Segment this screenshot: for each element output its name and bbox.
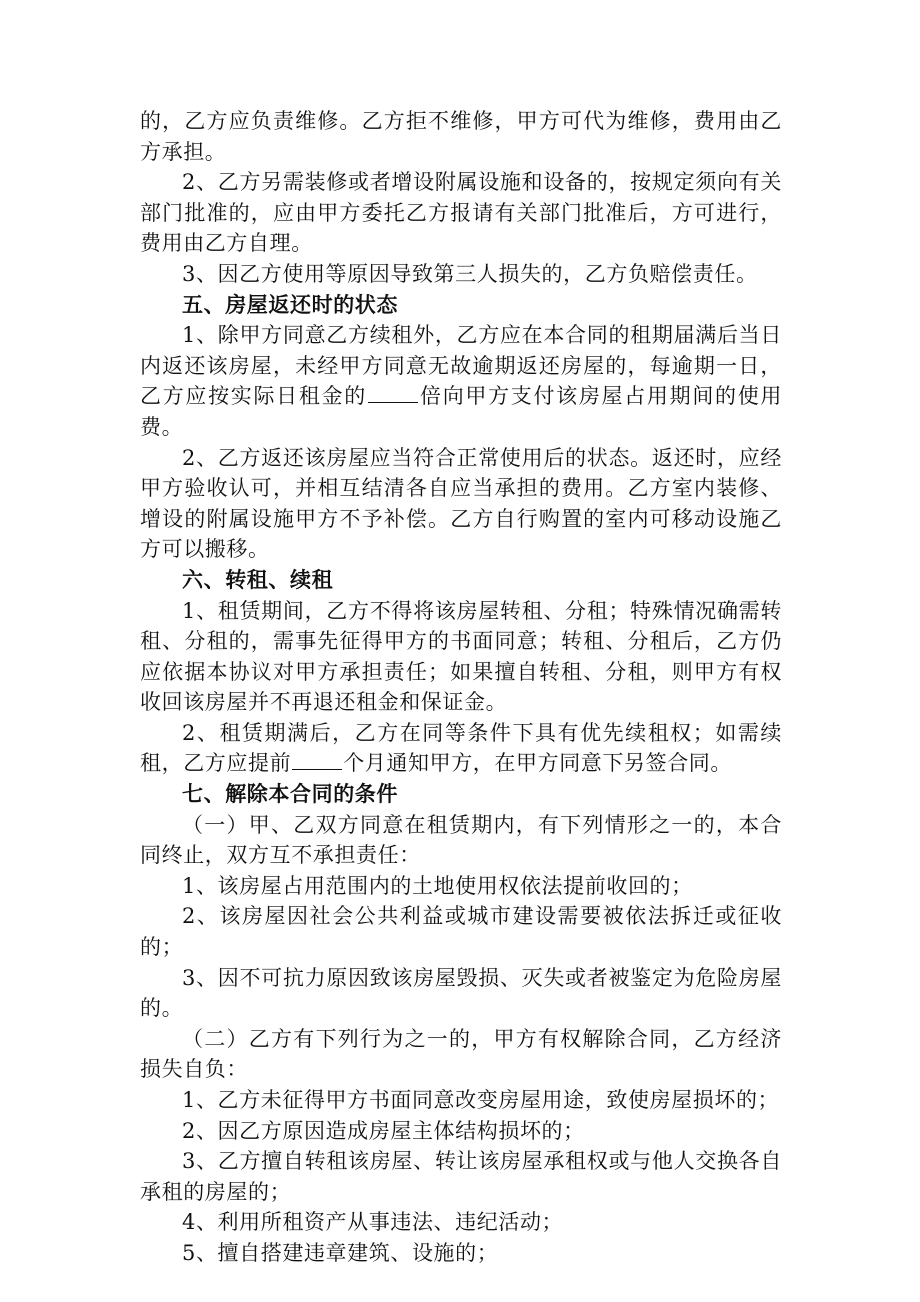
- list-item-illegal-activity: 4、利用所租资产从事违法、违纪活动；: [182, 1210, 564, 1235]
- renewal-text-a: 2、租赁期满后，乙方在同等条件下具有优先续租权；如需续租，乙方应提前: [140, 720, 782, 776]
- paragraph-third-party-loss: 3、因乙方使用等原因导致第三人损失的，乙方负赔偿责任。: [182, 261, 758, 286]
- section-heading-7: 七、解除本合同的条件: [182, 781, 398, 807]
- months-blank: [292, 751, 342, 770]
- paragraph-repair-continued: 的，乙方应负责维修。乙方拒不维修，甲方可代为维修，费用由乙方承担。: [140, 109, 782, 164]
- paragraph-renewal: [140, 718, 782, 779]
- multiplier-blank: [368, 384, 418, 403]
- paragraph-termination-by-landlord: （二）乙方有下列行为之一的，甲方有权解除合同，乙方经济损失自负：: [140, 1026, 782, 1082]
- paragraph-renovation: 2、乙方另需装修或者增设附属设施和设备的，按规定须向有关部门批准的，应由甲方委托乙方报请有关部门批准后，方可进行，费用由乙方自理。: [140, 170, 782, 256]
- section-heading-5: 五、房屋返还时的状态: [182, 291, 398, 317]
- return-overdue-text-b: 倍向甲方支付该房屋占用期间的使用费。: [140, 384, 782, 439]
- paragraph-sublease: 1、租赁期间，乙方不得将该房屋转租、分租；特殊情况确需转租、分租的，需事先征得甲方的书面同意；转租、分租后，乙方仍应依据本协议对甲方承担责任；如果擅自转租、分租，则甲方有权收回该房屋并不再退还租金和保证金。: [140, 598, 782, 715]
- section-heading-6: 六、转租、续租: [182, 566, 334, 592]
- list-item-demolition: 2、该房屋因社会公共利益或城市建设需要被依法拆迁或征收的；: [140, 904, 782, 960]
- list-item-force-majeure: 3、因不可抗力原因致该房屋毁损、灭失或者被鉴定为危险房屋的。: [140, 965, 782, 1021]
- paragraph-termination-mutual: （一）甲、乙双方同意在租赁期内，有下列情形之一的，本合同终止，双方互不承担责任：: [140, 812, 782, 868]
- list-item-land-recovered: 1、该房屋占用范围内的土地使用权依法提前收回的；: [182, 873, 693, 898]
- renewal-text-b: 个月通知甲方，在甲方同意下另签合同。: [343, 751, 733, 776]
- list-item-unauthorized-sublease: 3、乙方擅自转租该房屋、转让该房屋承租权或与他人交换各自承租的房屋的；: [140, 1149, 782, 1204]
- list-item-structural-damage: 2、因乙方原因造成房屋主体结构损坏的；: [182, 1118, 585, 1143]
- list-item-illegal-construction: 5、擅自搭建违章建筑、设施的；: [182, 1240, 499, 1265]
- paragraph-return-condition: 2、乙方返还该房屋应当符合正常使用后的状态。返还时，应经甲方验收认可，并相互结清各自应当承担的费用。乙方室内装修、增设的附属设施甲方不予补偿。乙方自行购置的室内可移动设施乙方可以搬移。: [140, 445, 782, 562]
- return-overdue-text-a: 1、除甲方同意乙方续租外，乙方应在本合同的租期届满后当日内返还该房屋，未经甲方同意无故逾期返还房屋的，每逾期一日，乙方应按实际日租金的: [140, 323, 782, 409]
- list-item-change-use: 1、乙方未征得甲方书面同意改变房屋用途，致使房屋损坏的；: [182, 1088, 780, 1112]
- document-page: [140, 106, 782, 1269]
- paragraph-return-overdue: [140, 320, 782, 442]
